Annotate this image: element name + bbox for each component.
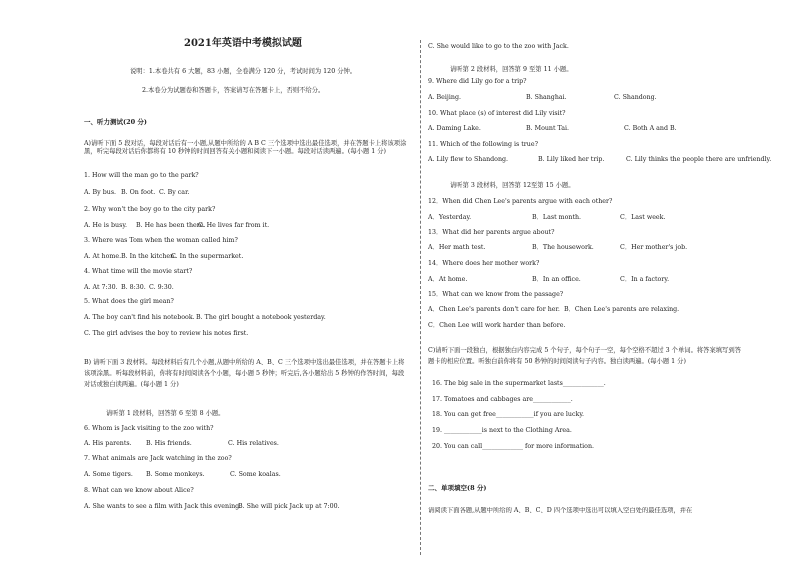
passage-2-heading: 请听第 2 段材料，回答第 9 至第 11 小题。 bbox=[450, 66, 573, 73]
question-15-option-c: C．Chen Lee will work harder than before. bbox=[428, 322, 566, 329]
option-b: B. In the kitchen. bbox=[121, 253, 177, 260]
option-a: A. Some tigers. bbox=[84, 471, 133, 478]
option-b: B. His friends. bbox=[146, 440, 192, 447]
column-divider bbox=[420, 40, 421, 555]
question-12: 12．When did Chen Lee's parents argue with each other? bbox=[428, 198, 613, 205]
question-11-options bbox=[428, 156, 771, 164]
question-2: 2. Why won't the boy go to the city park? bbox=[84, 206, 216, 213]
question-4: 4. What time will the movie start? bbox=[84, 268, 193, 275]
question-13-options bbox=[428, 244, 687, 252]
question-8-option-c: C. She would like to go to the zoo with Jack. bbox=[428, 43, 569, 50]
option-c: C. He lives far from it. bbox=[198, 222, 270, 229]
question-2-options bbox=[84, 222, 269, 230]
question-10-options bbox=[428, 125, 677, 133]
option-a: A. He is busy. bbox=[84, 222, 128, 229]
question-5-option-c: C. The girl advises the boy to review his notes first. bbox=[84, 330, 249, 337]
question-6-options bbox=[84, 440, 279, 448]
option-a: A. Lily flew to Shandong. bbox=[428, 156, 509, 163]
question-5: 5. What does the girl mean? bbox=[84, 298, 174, 305]
passage-3-heading: 请听第 3 段材料，回答第 12至第 15 小题。 bbox=[450, 182, 575, 189]
question-17: 17. Tomatoes and cabbages are____________. bbox=[432, 396, 573, 403]
exam-title: 2021年英语中考模拟试题 bbox=[184, 38, 302, 49]
question-5-option-b: B. The girl bought a notebook yesterday. bbox=[196, 314, 326, 321]
option-b: B．Last month. bbox=[532, 214, 582, 221]
question-8: 8. What can we know about Alice? bbox=[84, 487, 194, 494]
question-15-option-a: A．Chen Lee's parents don't care for her. bbox=[428, 306, 560, 313]
part-b-instructions: B) 请听下面 3 段材料。每段材料后有几个小题,从题中所给的 A、B、C 三个选项中选出最佳选项，并在答题卡上将该项涂黑。听每段材料前，你将有时间阅读各个小题，每小题 5 秒钟；听完后,各小题给出 5 秒钟的作答时间，每段对话或独白读两遍。(每小题 1 分) bbox=[84, 359, 405, 388]
option-c: C．In a factory. bbox=[620, 276, 670, 283]
section-listening-heading: 一、听力测试(20 分) bbox=[84, 118, 147, 126]
option-b: B. Shanghai. bbox=[526, 94, 567, 101]
option-b: B．The housework. bbox=[532, 244, 594, 251]
option-b: B. Mount Tai. bbox=[526, 125, 569, 132]
option-b: B. Some monkeys. bbox=[146, 471, 205, 478]
question-3-options bbox=[84, 253, 243, 261]
section-2-instructions: 请阅读下面各题,从题中所给的 A、B、C、D 四个选项中选出可以填入空白处的最佳选项，并在 bbox=[428, 507, 693, 514]
option-a: A．Her math test. bbox=[428, 244, 486, 251]
option-b: B. On foot. bbox=[121, 189, 156, 196]
question-5-option-a: A. The boy can't find his notebook. bbox=[84, 314, 195, 321]
option-a: A．Yesterday. bbox=[428, 214, 472, 221]
question-19: 19. ____________is next to the Clothing Area. bbox=[432, 427, 572, 434]
question-1-options bbox=[84, 189, 189, 197]
question-20: 20. You can call_____________ for more information. bbox=[432, 443, 595, 450]
question-11: 11. Which of the following is true? bbox=[428, 141, 538, 148]
option-c: C. Lily thinks the people there are unfriendly. bbox=[626, 156, 772, 163]
section-multiple-choice-heading: 二、单项填空(8 分) bbox=[428, 484, 487, 492]
question-16: 16. The big sale in the supermarket lasts_____________. bbox=[432, 380, 606, 387]
option-b: B. Lily liked her trip. bbox=[538, 156, 605, 163]
option-c: C. 9:30. bbox=[149, 284, 174, 291]
option-a: A. Beijing. bbox=[428, 94, 461, 101]
option-c: C. Shandong. bbox=[614, 94, 657, 101]
option-a: A. At 7:30. bbox=[84, 284, 118, 291]
option-b: B．In an office. bbox=[532, 276, 581, 283]
option-a: A．At home. bbox=[428, 276, 468, 283]
question-8-option-a: A. She wants to see a film with Jack this evening. bbox=[84, 503, 242, 510]
option-c: C．Her mother's job. bbox=[620, 244, 688, 251]
question-1: 1. How will the man go to the park? bbox=[84, 172, 199, 179]
option-a: A. Daming Lake. bbox=[428, 125, 481, 132]
exam-note-2: 2.本卷分为试题卷和答题卡，答案请写在答题卡上，否则不给分。 bbox=[142, 87, 325, 94]
question-6: 6. Whom is Jack visiting to the zoo with? bbox=[84, 425, 214, 432]
option-c: C. Some koalas. bbox=[230, 471, 281, 478]
part-c-instructions: C)请听下面一段独白，根据独白内容完成 5 个句子，每个句子一空，每个空格不超过 3 个单词。将答案填写到答题卡的相应位置。听独白前你将有 50 秒钟的时间阅读句子内容。独白读两遍。(每小题 1 分) bbox=[428, 347, 741, 365]
question-14: 14．Where does her mother work? bbox=[428, 260, 540, 267]
question-15-option-b: B．Chen Lee's parents are relaxing. bbox=[564, 306, 680, 313]
question-10: 10. What place (s) of interest did Lily visit? bbox=[428, 110, 566, 117]
exam-note-1: 说明：1.本卷共有 6 大题，83 小题，全卷满分 120 分，考试时间为 120 分钟。 bbox=[130, 68, 357, 75]
option-c: C. Both A and B. bbox=[624, 125, 677, 132]
question-7-options bbox=[84, 471, 281, 479]
question-18: 18. You can get free____________if you are lucky. bbox=[432, 411, 585, 418]
option-a: A. By bus. bbox=[84, 189, 117, 196]
question-14-options bbox=[428, 276, 669, 284]
option-b: B. He has been there. bbox=[136, 222, 206, 229]
question-9-options bbox=[428, 94, 657, 102]
question-7: 7. What animals are Jack watching in the zoo? bbox=[84, 455, 232, 462]
question-9: 9. Where did Lily go for a trip? bbox=[428, 78, 527, 85]
option-b: B. 8:30. bbox=[121, 284, 146, 291]
question-13: 13．What did her parents argue about? bbox=[428, 229, 555, 236]
question-12-options bbox=[428, 214, 665, 222]
question-4-options bbox=[84, 284, 174, 292]
option-c: C. By car. bbox=[159, 189, 190, 196]
passage-1-heading: 请听第 1 段材料，回答第 6 至第 8 小题。 bbox=[106, 410, 225, 417]
option-a: A. His parents. bbox=[84, 440, 132, 447]
option-a: A. At home. bbox=[84, 253, 122, 260]
option-c: C. In the supermarket. bbox=[171, 253, 244, 260]
option-c: C．Last week. bbox=[620, 214, 666, 221]
question-3: 3. Where was Tom when the woman called him? bbox=[84, 237, 238, 244]
part-a-instructions: A)请听下面 5 段对话，每段对话后有一小题,从题中所给的 A B C 三个选项中选出最佳选项，并在答题卡上将该项涂黑，听完每段对话后你都将有 10 秒钟的时间回答有关小题和阅读下一小题。每段对话读两遍。(每小题 1 分) bbox=[84, 140, 407, 155]
question-15: 15．What can we know from the passage? bbox=[428, 291, 564, 298]
option-c: C. His relatives. bbox=[228, 440, 279, 447]
question-8-option-b: B. She will pick Jack up at 7:00. bbox=[238, 503, 340, 510]
